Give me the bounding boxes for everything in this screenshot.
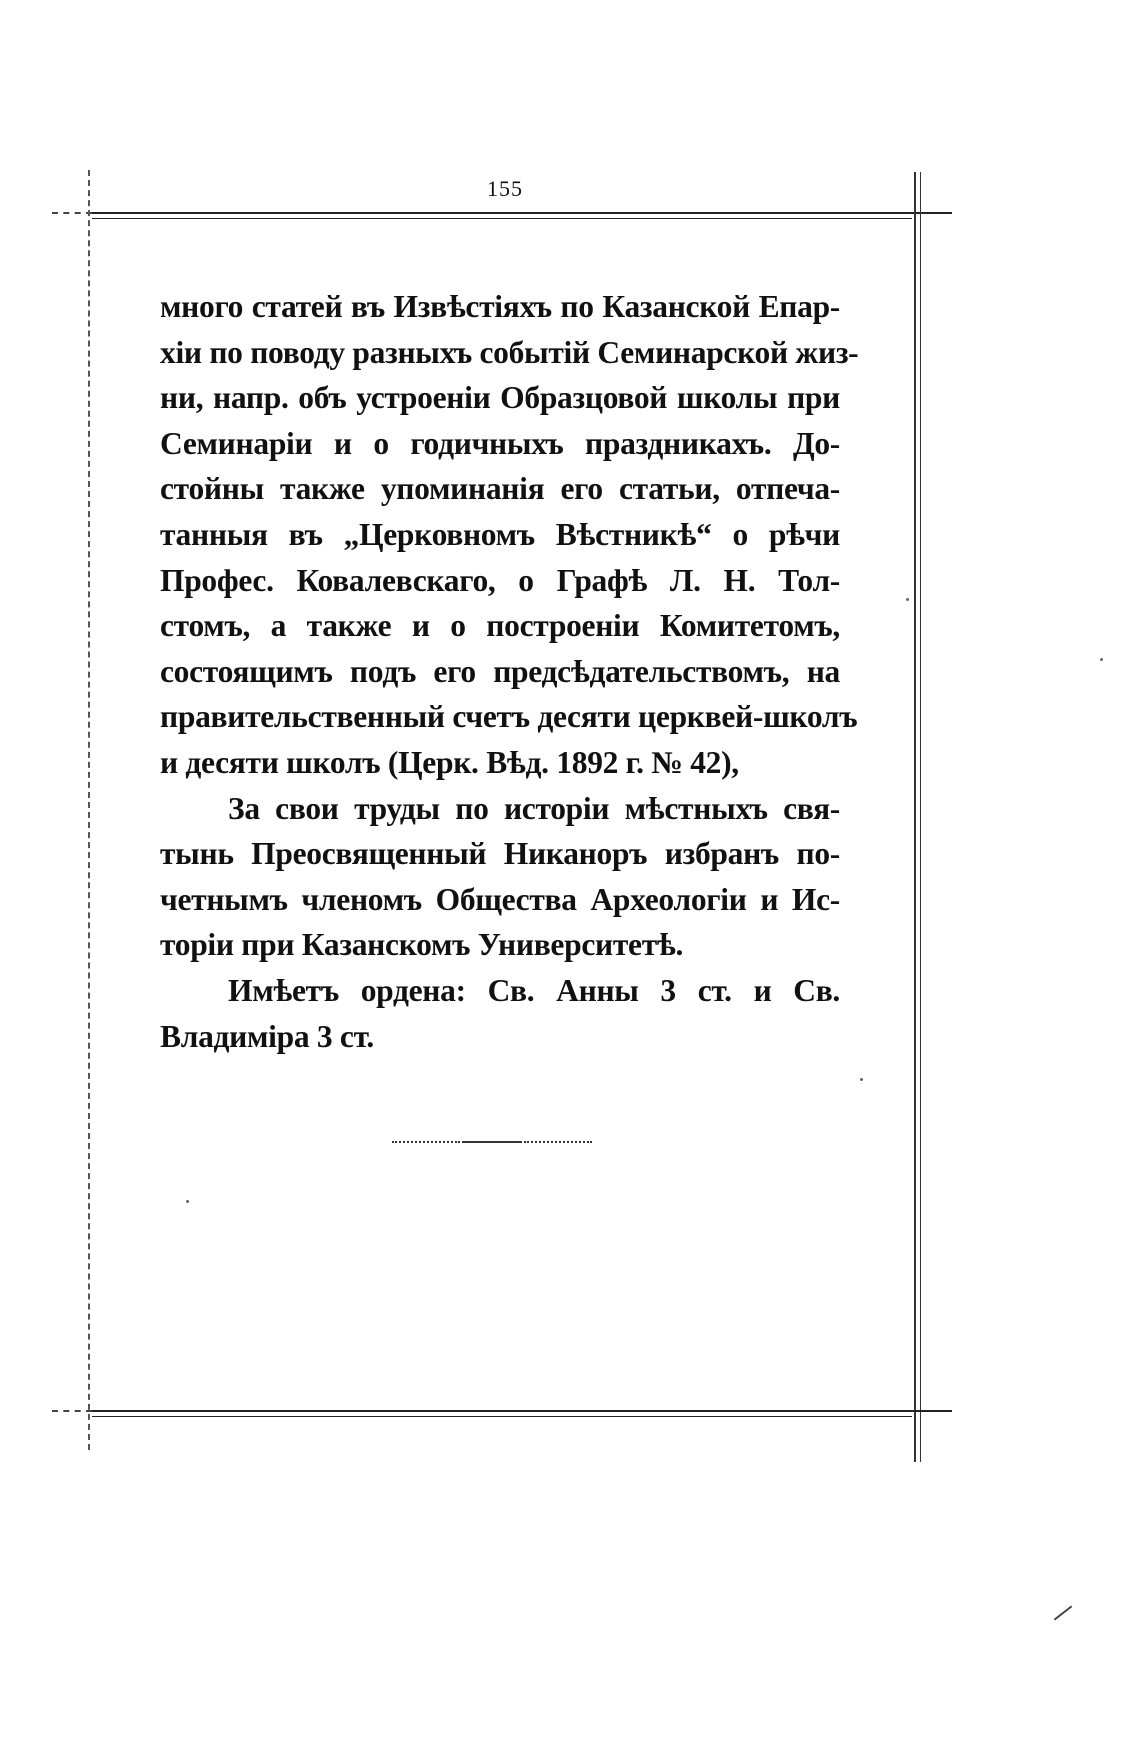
separator-dash <box>462 1141 522 1143</box>
header-rule-right <box>912 212 952 214</box>
scan-speck <box>186 1200 189 1203</box>
text-line: много статей въ Извѣстіяхъ по Казанской Епар- <box>160 289 840 324</box>
footer-rule-inner <box>92 1416 912 1417</box>
scan-speck <box>906 598 909 601</box>
text-line: ни, напр. объ устроеніи Образцовой школы при <box>160 380 840 416</box>
text-line: Владиміра 3 ст. <box>160 1018 374 1054</box>
frame-left-line <box>88 170 90 1450</box>
pencil-mark <box>1054 1605 1073 1620</box>
text-line: тынь Преосвященный Никаноръ избранъ по- <box>160 836 840 872</box>
page-number: 155 <box>487 176 523 201</box>
footer-rule-left <box>52 1410 92 1412</box>
text-line: правительственный счетъ десяти церквей-школъ <box>160 699 858 735</box>
text-line: Профес. Ковалевскаго, о Графѣ Л. Н. Тол- <box>160 562 840 598</box>
text-line: состоящимъ подъ его предсѣдательствомъ, на <box>160 653 840 689</box>
scan-speck <box>1100 658 1103 661</box>
footer-rule-right <box>912 1410 952 1412</box>
text-line: Семинаріи и о годичныхъ праздникахъ. До- <box>160 425 840 461</box>
text-line: Имѣетъ ордена: Св. Анны 3 ст. и Св. <box>228 972 840 1008</box>
body-text <box>160 284 859 1059</box>
text-line: стойны также упоминанія его статьи, отпеча- <box>160 471 840 507</box>
paragraph-3 <box>160 968 840 1059</box>
text-line: танныя въ „Церковномъ Вѣстникѣ“ о рѣчи <box>160 516 840 552</box>
text-line: торіи при Казанскомъ Университетѣ. <box>160 927 684 963</box>
header-rule-inner <box>92 218 912 219</box>
separator-dots-left <box>392 1141 460 1143</box>
header-rule-left <box>52 212 92 214</box>
separator-dots-right <box>524 1141 592 1143</box>
header-rule <box>92 212 912 214</box>
frame-right-line-inner <box>920 172 921 1462</box>
text-line: хіи по поводу разныхъ событій Семинарской жиз- <box>160 334 859 370</box>
text-line: За свои труды по исторіи мѣстныхъ свя- <box>228 790 840 826</box>
section-separator <box>392 1140 592 1144</box>
scan-speck <box>860 1078 863 1081</box>
frame-right-line <box>914 172 916 1462</box>
text-line: стомъ, а также и о построеніи Комитетомъ, <box>160 608 840 644</box>
paragraph-1 <box>160 284 859 786</box>
paragraph-2 <box>160 786 840 968</box>
text-line: и десяти школъ (Церк. Вѣд. 1892 г. № 42), <box>160 744 739 780</box>
text-line: четнымъ членомъ Общества Археологіи и Ис- <box>160 881 840 917</box>
footer-rule <box>92 1410 912 1412</box>
